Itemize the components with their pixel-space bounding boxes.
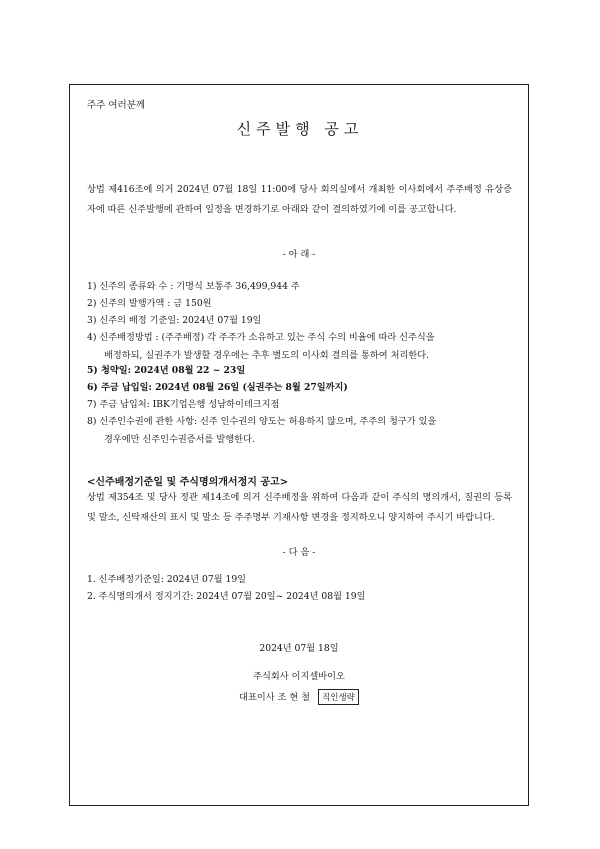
list-item-continuation: 배정하되, 실권주가 발생할 경우에는 추후 별도의 이사회 결의를 통하여 처리한다.	[104, 350, 430, 361]
list-item-payment-date: 6) 주금 납입일: 2024년 08월 26일 (실권주는 8월 27일까지)	[87, 382, 348, 393]
notice-header: - 아 래 -	[282, 249, 316, 260]
list-item-subscription-date: 5) 청약일: 2024년 08월 22 ~ 23일	[87, 365, 246, 376]
list-item: 3) 신주의 배정 기준일: 2024년 07월 19일	[87, 315, 262, 326]
signature-line	[69, 689, 529, 705]
greeting: 주주 여러분께	[87, 100, 146, 111]
list-item: 2) 신주의 발행가액 : 금 150원	[87, 298, 212, 309]
list-item: 8) 신주인수권에 관한 사항: 신주 인수권의 양도는 허용하지 않으며, 주주의 청구가 있을	[87, 416, 437, 427]
company-name: 주식회사 이지셀바이오	[253, 671, 345, 682]
page-title: 신주발행 공고	[236, 120, 364, 138]
intro-paragraph: 상법 제416조에 의거 2024년 07월 18일 11:00에 당사 회의실에서 개최한 이사회에서 주주배정 유상증자에 따른 신주발행에 관하여 일정을 변경하기로 아래와 같이 결의하였기에 이를 공고합니다.	[87, 184, 512, 215]
seal-stamp: 직인생략	[318, 689, 359, 705]
list-item: 1) 신주의 종류와 수 : 기명식 보통주 36,499,944 주	[87, 281, 300, 292]
notice-date: 2024년 07월 18일	[259, 643, 339, 654]
section2-item: 1. 신주배정기준일: 2024년 07월 19일	[87, 574, 247, 585]
list-item: 4) 신주배정방법 : (주주배정) 각 주주가 소유하고 있는 주식 수의 비율에 따라 신주식을	[87, 332, 435, 343]
list-item-continuation: 경우에만 신주인수권증서를 발행한다.	[104, 434, 255, 445]
list-item: 7) 주금 납입처: IBK기업은행 성남하이테크지점	[87, 399, 280, 410]
section2-item: 2. 주식명의개서 정지기간: 2024년 07월 20일~ 2024년 08월 19일	[87, 591, 366, 602]
section2-header: - 다 음 -	[282, 547, 316, 558]
ceo-name: 대표이사 조 현 철	[239, 692, 311, 703]
section2-title: <신주배정기준일 및 주식명의개서정지 공고>	[87, 477, 289, 488]
section2-paragraph: 상법 제354조 및 당사 정관 제14조에 의거 신주배정을 위하여 다음과 같이 주식의 명의개서, 질권의 등록 및 말소, 신탁재산의 표시 및 말소 등 주주명부 기재사항 변경을 정지하오니 양지하여 주시기 바랍니다.	[87, 492, 512, 523]
